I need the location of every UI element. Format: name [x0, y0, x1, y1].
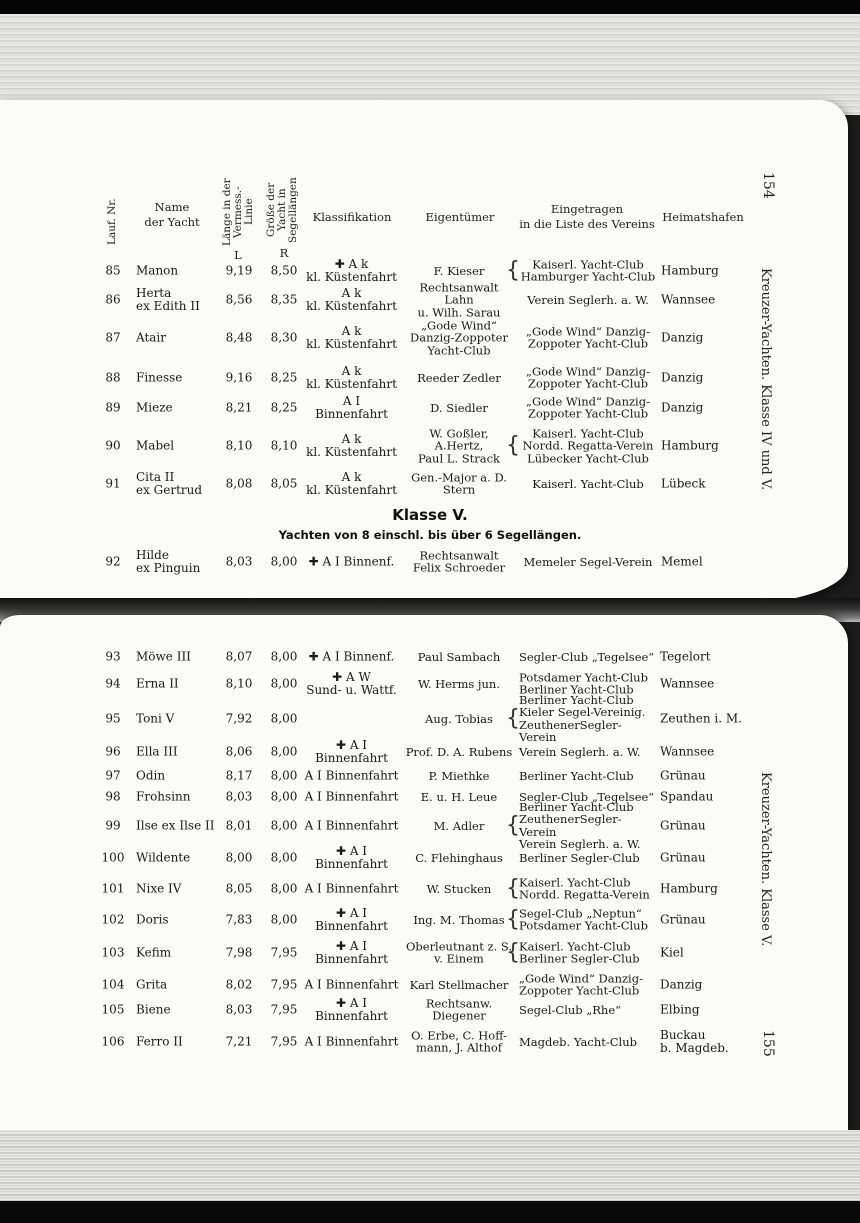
length-value: 8,03 — [225, 554, 253, 569]
classification: ✚ A I Binnenfahrt — [315, 939, 388, 966]
table-row — [0, 971, 860, 999]
size-value: 8,05 — [270, 476, 298, 491]
owner: Rechtsanwalt Lahn u. Wilh. Sarau — [417, 280, 501, 320]
row-number: 85 — [105, 263, 121, 278]
table-row — [0, 393, 860, 423]
club-list: Memeler Segel-Verein — [523, 554, 653, 569]
size-value: 7,95 — [270, 945, 298, 960]
bracket: { — [506, 940, 520, 965]
club-list: Berliner Yacht-Club Kieler Segel-Vereinig. ZeuthenerSegler-Verein — [519, 693, 646, 745]
length-value: 9,19 — [225, 263, 253, 278]
club-list: „Gode Wind“ Danzig- Zoppoter Yacht-Club — [526, 394, 650, 421]
home-port: Hamburg — [661, 438, 719, 453]
yacht-name: Ella III — [136, 744, 178, 759]
club-list: Kaiserl. Yacht-Club Berliner Segler-Club — [519, 939, 640, 966]
yacht-name: Toni V — [136, 711, 175, 726]
owner: M. Adler — [433, 818, 485, 833]
row-number: 91 — [105, 476, 121, 491]
length-value: 8,07 — [225, 649, 253, 664]
row-number: 98 — [105, 789, 121, 804]
size-value: 8,00 — [270, 789, 298, 804]
club-list: Verein Seglerh. a. W. — [519, 744, 641, 759]
club-list: Segler-Club „Tegelsee“ — [519, 649, 655, 664]
yacht-name: Cita II ex Gertrud — [136, 470, 203, 497]
club-list: Magdeb. Yacht-Club — [519, 1034, 637, 1049]
size-value: 8,00 — [270, 912, 298, 927]
size-value: 8,00 — [270, 711, 298, 726]
length-value: 7,98 — [225, 945, 253, 960]
owner: C. Flehinghaus — [415, 850, 503, 865]
home-port: Danzig — [661, 400, 704, 415]
row-number: 94 — [105, 676, 121, 691]
yacht-name: Erna II — [136, 676, 179, 691]
owner: Aug. Tobias — [425, 711, 493, 726]
length-value: 8,56 — [225, 292, 253, 307]
row-number: 99 — [105, 818, 121, 833]
bracket: { — [506, 706, 520, 731]
size-value: 7,95 — [270, 977, 298, 992]
bracket: { — [506, 876, 520, 901]
home-port: Buckau b. Magdeb. — [660, 1028, 729, 1055]
row-number: 86 — [105, 292, 121, 307]
size-value: 8,00 — [270, 744, 298, 759]
class-title: Klasse V. — [392, 506, 468, 524]
length-value: 8,05 — [225, 881, 253, 896]
header-laenge-sub: L — [234, 248, 242, 262]
club-list: Segel-Club „Neptun“ Potsdamer Yacht-Club — [519, 906, 648, 933]
table-row — [0, 766, 860, 786]
row-number: 95 — [105, 711, 121, 726]
club-list: „Gode Wind“ Danzig- Zoppoter Yacht-Club — [526, 324, 650, 351]
yacht-name: Mieze — [136, 400, 173, 415]
classification: ✚ A I Binnenfahrt — [315, 906, 388, 933]
page-edges-top — [0, 0, 860, 115]
row-number: 88 — [105, 370, 121, 385]
length-value: 8,21 — [225, 400, 253, 415]
size-value: 8,25 — [270, 400, 298, 415]
table-row — [0, 875, 860, 903]
row-number: 105 — [101, 1002, 125, 1017]
table-row — [0, 800, 860, 852]
yacht-name: Ferro II — [136, 1034, 183, 1049]
classification: A I Binnenfahrt — [304, 768, 399, 783]
yacht-name: Atair — [136, 330, 167, 345]
owner: Rechtsanw. Diegener — [425, 996, 493, 1023]
length-value: 8,01 — [225, 818, 253, 833]
classification: A I Binnenfahrt — [304, 818, 399, 833]
length-value: 7,83 — [225, 912, 253, 927]
classification: ✚ A I Binnenfahrt — [315, 738, 388, 765]
row-number: 92 — [105, 554, 121, 569]
table-row — [0, 647, 860, 667]
yacht-name: Finesse — [136, 370, 183, 385]
table-row — [0, 547, 860, 577]
table-row — [0, 738, 860, 766]
table-row — [0, 363, 860, 393]
home-port: Hamburg — [661, 263, 719, 278]
row-number: 97 — [105, 768, 121, 783]
row-number: 90 — [105, 438, 121, 453]
row-number: 93 — [105, 649, 121, 664]
club-list: Segel-Club „Rhe“ — [519, 1002, 622, 1017]
row-number: 96 — [105, 744, 121, 759]
owner: Rechtsanwalt Felix Schroeder — [412, 548, 506, 575]
club-list: Berliner Yacht-Club ZeuthenerSegler-Verein Verein Seglerh. a. W. — [519, 800, 641, 852]
classification: ✚ A I Binnenf. — [308, 554, 395, 569]
size-value: 8,00 — [270, 881, 298, 896]
home-port: Kiel — [660, 945, 684, 960]
length-value: 8,00 — [225, 850, 253, 865]
length-value: 7,21 — [225, 1034, 253, 1049]
owner: Reeder Zedler — [417, 370, 501, 385]
classification: A I Binnenfahrt — [304, 977, 399, 992]
header-name: Name der Yacht — [144, 200, 200, 229]
length-value: 8,48 — [225, 330, 253, 345]
size-value: 8,30 — [270, 330, 298, 345]
home-port: Grünau — [660, 912, 706, 927]
home-port: Grünau — [660, 768, 706, 783]
club-list: Segler-Club „Tegelsee“ — [519, 789, 655, 804]
yacht-name: Odin — [136, 768, 166, 783]
yacht-name: Kefim — [136, 945, 172, 960]
yacht-name: Manon — [136, 263, 179, 278]
row-number: 101 — [101, 881, 125, 896]
size-value: 8,35 — [270, 292, 298, 307]
yacht-name: Möwe III — [136, 649, 191, 664]
table-row — [0, 787, 860, 807]
length-value: 8,03 — [225, 789, 253, 804]
table-row — [0, 469, 860, 499]
classification: ✚ A I Binnenfahrt — [315, 996, 388, 1023]
row-number: 100 — [101, 850, 125, 865]
size-value: 8,00 — [270, 649, 298, 664]
home-port: Wannsee — [660, 676, 715, 691]
home-port: Danzig — [661, 370, 704, 385]
home-port: Memel — [661, 554, 703, 569]
row-number: 104 — [101, 977, 125, 992]
page-edges-bottom — [0, 1130, 860, 1223]
table-row — [0, 318, 860, 358]
size-value: 8,00 — [270, 768, 298, 783]
bracket: { — [506, 433, 520, 458]
length-value: 7,92 — [225, 711, 253, 726]
class-subtitle: Yachten von 8 einschl. bis über 6 Segellängen. — [278, 528, 582, 542]
classification: ✚ A W Sund- u. Wattf. — [306, 670, 397, 697]
classification: A I Binnenfahrt — [304, 789, 399, 804]
header-heimatshafen: Heimatshafen — [662, 210, 744, 224]
classification: A k kl. Küstenfahrt — [306, 470, 397, 497]
yacht-name: Ilse ex Ilse II — [136, 818, 215, 833]
club-list: Kaiserl. Yacht-Club Hamburger Yacht-Club — [520, 257, 656, 284]
length-value: 9,16 — [225, 370, 253, 385]
header-laenge: Länge in der Vermess.- Linie — [221, 178, 256, 246]
home-port: Grünau — [660, 850, 706, 865]
side-title-lower: Kreuzer-Yachten. Klasse V. — [758, 772, 773, 947]
yacht-name: Doris — [136, 912, 169, 927]
owner: O. Erbe, C. Hoff- mann, J. Althof — [411, 1028, 507, 1055]
length-value: 8,06 — [225, 744, 253, 759]
header-klassifikation: Klassifikation — [312, 210, 392, 224]
length-value: 8,03 — [225, 1002, 253, 1017]
size-value: 8,25 — [270, 370, 298, 385]
bracket: { — [506, 258, 520, 283]
club-list: Potsdamer Yacht-Club Berliner Yacht-Club — [519, 670, 648, 697]
size-value: 7,95 — [270, 1034, 298, 1049]
row-number: 106 — [101, 1034, 125, 1049]
classification: ✚ A I Binnenfahrt — [315, 844, 388, 871]
home-port: Elbing — [660, 1002, 700, 1017]
home-port: Danzig — [660, 977, 703, 992]
row-number: 87 — [105, 330, 121, 345]
owner: Prof. D. A. Rubens — [405, 744, 513, 759]
header-groesse: Größe der Yacht in Segellängen — [265, 177, 300, 243]
length-value: 8,02 — [225, 977, 253, 992]
home-port: Wannsee — [660, 744, 715, 759]
owner: P. Miethke — [428, 768, 490, 783]
owner: F. Kieser — [433, 263, 485, 278]
club-list: „Gode Wind“ Danzig- Zoppoter Yacht-Club — [519, 971, 643, 998]
size-value: 8,00 — [270, 554, 298, 569]
table-row — [0, 693, 860, 745]
classification: A I Binnenfahrt — [315, 394, 388, 421]
yacht-name: Mabel — [136, 438, 175, 453]
table-row — [0, 844, 860, 872]
owner: W. Goßler, A.Hertz, Paul L. Strack — [417, 426, 501, 466]
owner: „Gode Wind“ Danzig-Zoppoter Yacht-Club — [410, 318, 508, 358]
owner: Gen.-Major a. D. Stern — [411, 470, 507, 497]
club-list: Kaiserl. Yacht-Club Nordd. Regatta-Verein Lübecker Yacht-Club — [522, 426, 654, 466]
table-row — [0, 906, 860, 934]
size-value: 7,95 — [270, 1002, 298, 1017]
classification: A k kl. Küstenfahrt — [306, 324, 397, 351]
row-number: 89 — [105, 400, 121, 415]
header-eingetragen: Eingetragen in die Liste des Vereins — [519, 202, 655, 231]
home-port: Danzig — [661, 330, 704, 345]
bracket: { — [506, 813, 520, 838]
length-value: 8,08 — [225, 476, 253, 491]
table-row — [0, 939, 860, 967]
yacht-name: Biene — [136, 1002, 171, 1017]
club-list: Verein Seglerh. a. W. — [527, 292, 649, 307]
home-port: Hamburg — [660, 881, 718, 896]
yacht-name: Nixe IV — [136, 881, 182, 896]
header-groesse-sub: R — [279, 246, 289, 260]
owner: Karl Stellmacher — [409, 977, 509, 992]
length-value: 8,17 — [225, 768, 253, 783]
size-value: 8,00 — [270, 850, 298, 865]
classification: A I Binnenfahrt — [304, 1034, 399, 1049]
yacht-name: Herta ex Edith II — [136, 286, 200, 313]
size-value: 8,00 — [270, 818, 298, 833]
owner: E. u. H. Leue — [420, 789, 498, 804]
home-port: Wannsee — [661, 292, 716, 307]
home-port: Spandau — [660, 789, 714, 804]
classification: ✚ A I Binnenf. — [308, 649, 395, 664]
row-number: 102 — [101, 912, 125, 927]
header-lauf-nr: Lauf. Nr. — [106, 198, 118, 246]
owner: Paul Sambach — [417, 649, 501, 664]
club-list: Berliner Yacht-Club — [519, 768, 634, 783]
club-list: Berliner Segler-Club — [519, 850, 640, 865]
table-row — [0, 280, 860, 320]
page-number-upper: 154 — [760, 172, 776, 199]
classification: ✚ A k kl. Küstenfahrt — [306, 257, 397, 284]
home-port: Zeuthen i. M. — [660, 711, 742, 726]
row-number: 103 — [101, 945, 125, 960]
classification: A k kl. Küstenfahrt — [306, 432, 397, 459]
size-value: 8,10 — [270, 438, 298, 453]
home-port: Tegelort — [660, 649, 711, 664]
classification: A I Binnenfahrt — [304, 881, 399, 896]
owner: D. Siedler — [430, 400, 488, 415]
yacht-name: Frohsinn — [136, 789, 191, 804]
bracket: { — [506, 907, 520, 932]
length-value: 8,10 — [225, 676, 253, 691]
size-value: 8,50 — [270, 263, 298, 278]
club-list: Kaiserl. Yacht-Club — [532, 476, 644, 491]
club-list: „Gode Wind“ Danzig- Zoppoter Yacht-Club — [526, 364, 650, 391]
owner: W. Stucken — [426, 881, 492, 896]
yacht-name: Wildente — [136, 850, 191, 865]
club-list: Kaiserl. Yacht-Club Nordd. Regatta-Verein — [519, 875, 650, 902]
classification: A k kl. Küstenfahrt — [306, 364, 397, 391]
classification: A k kl. Küstenfahrt — [306, 286, 397, 313]
page-number-lower: 155 — [760, 1030, 776, 1057]
table-row — [0, 998, 860, 1022]
owner: W. Herms jun. — [418, 676, 500, 691]
home-port: Lübeck — [661, 476, 706, 491]
owner: Oberleutnant z. S. v. Einem — [405, 939, 513, 966]
table-row — [0, 426, 860, 466]
header-eigentuemer: Eigentümer — [425, 210, 495, 224]
length-value: 8,10 — [225, 438, 253, 453]
table-row — [0, 1027, 860, 1057]
side-title-upper: Kreuzer-Yachten. Klasse IV und V. — [758, 268, 773, 491]
table-row — [0, 670, 860, 698]
yacht-name: Grita — [136, 977, 168, 992]
size-value: 8,00 — [270, 676, 298, 691]
yacht-name: Hilde ex Pinguin — [136, 548, 201, 575]
home-port: Grünau — [660, 818, 706, 833]
owner: Ing. M. Thomas — [413, 912, 505, 927]
